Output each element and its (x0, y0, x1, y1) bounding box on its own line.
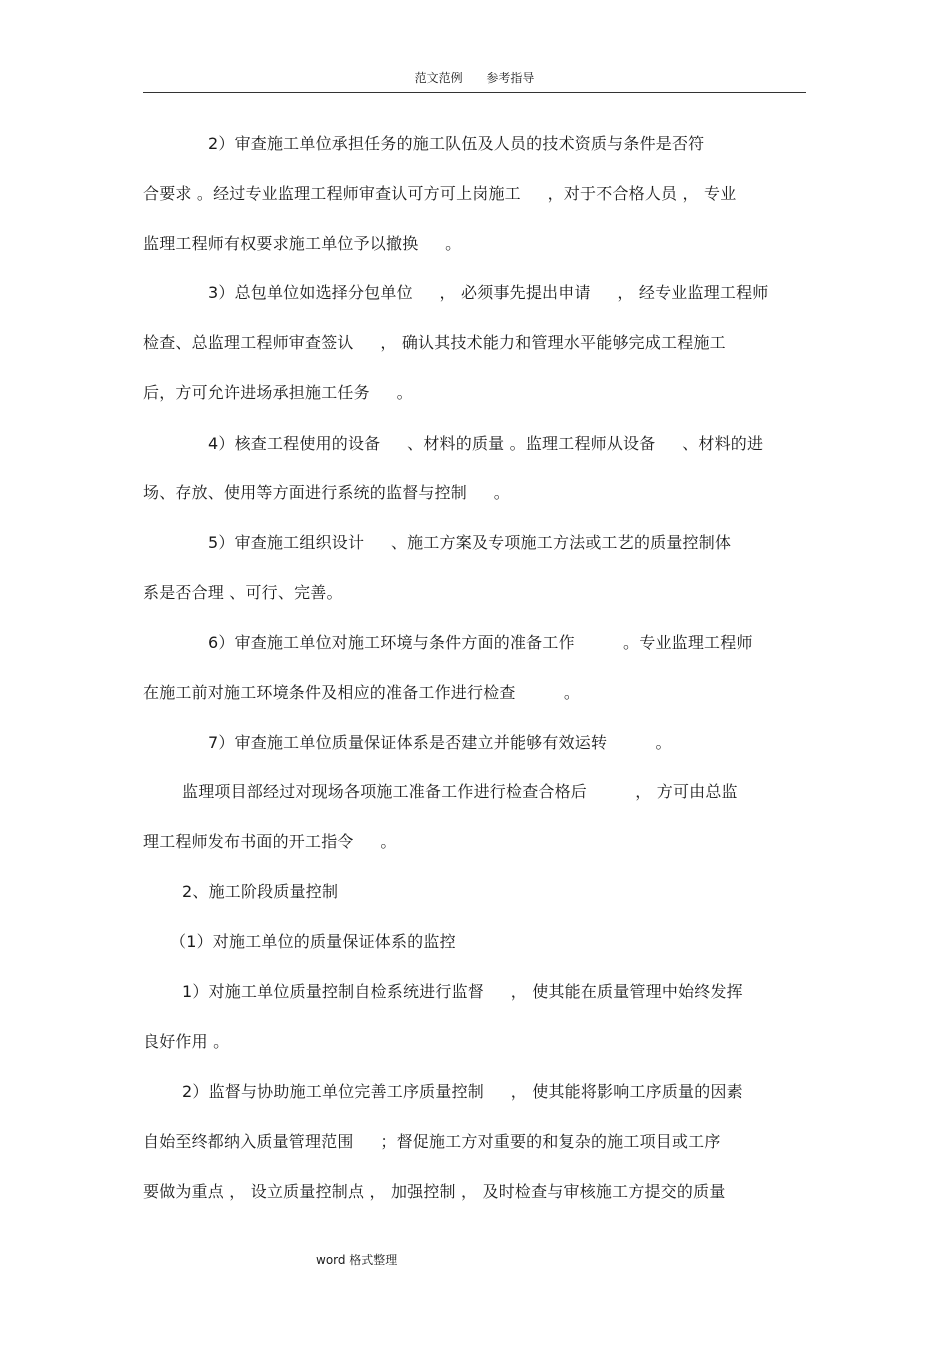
body-line: 4）核查工程使用的设备 、材料的质量 。监理工程师从设备 、材料的进 (208, 434, 764, 453)
body-line: 要做为重点 ， 设立质量控制点 ， 加强控制 ， 及时检查与审核施工方提交的质量 (143, 1182, 726, 1201)
body-line: 7）审查施工单位质量保证体系是否建立并能够有效运转 。 (208, 733, 672, 752)
body-line: 3）总包单位如选择分包单位 ， 必须事先提出申请 ， 经专业监理工程师 (208, 283, 769, 302)
header-left-text: 范文范例 (414, 71, 463, 85)
body-line: 5）审查施工组织设计 、施工方案及专项施工方法或工艺的质量控制体 (208, 533, 732, 552)
body-line: 系是否合理 、可行、完善。 (143, 583, 343, 602)
subsection-heading: （1）对施工单位的质量保证体系的监控 (170, 932, 456, 951)
body-line: 监理工程师有权要求施工单位予以撤换 。 (143, 234, 462, 253)
body-line: 场、存放、使用等方面进行系统的监督与控制 。 (143, 483, 510, 502)
body-line: 监理项目部经过对现场各项施工准备工作进行检查合格后 ， 方可由总监 (182, 782, 738, 801)
body-line: 良好作用 。 (143, 1032, 230, 1051)
body-line: 检查、总监理工程师审查签认 ， 确认其技术能力和管理水平能够完成工程施工 (143, 333, 726, 352)
body-line: 2）监督与协助施工单位完善工序质量控制 ， 使其能将影响工序质量的因素 (182, 1082, 743, 1101)
page-header (143, 70, 806, 93)
body-line: 理工程师发布书面的开工指令 。 (143, 832, 397, 851)
body-line: 后，方可允许进场承担施工任务 。 (143, 383, 413, 402)
section-heading: 2、施工阶段质量控制 (182, 882, 339, 901)
body-line: 在施工前对施工环境条件及相应的准备工作进行检查 。 (143, 683, 581, 702)
body-line: 1）对施工单位质量控制自检系统进行监督 ， 使其能在质量管理中始终发挥 (182, 982, 743, 1001)
page-footer: word 格式整理 (316, 1253, 398, 1267)
body-line: 自始至终都纳入质量管理范围 ；督促施工方对重要的和复杂的施工项目或工序 (143, 1132, 721, 1151)
header-right-text: 参考指导 (486, 71, 535, 85)
body-line: 合要求 。经过专业监理工程师审查认可方可上岗施工 ，对于不合格人员 ， 专业 (143, 184, 737, 203)
body-line: 2）审查施工单位承担任务的施工队伍及人员的技术资质与条件是否符 (208, 134, 705, 153)
body-line: 6）审查施工单位对施工环境与条件方面的准备工作 。专业监理工程师 (208, 633, 753, 652)
